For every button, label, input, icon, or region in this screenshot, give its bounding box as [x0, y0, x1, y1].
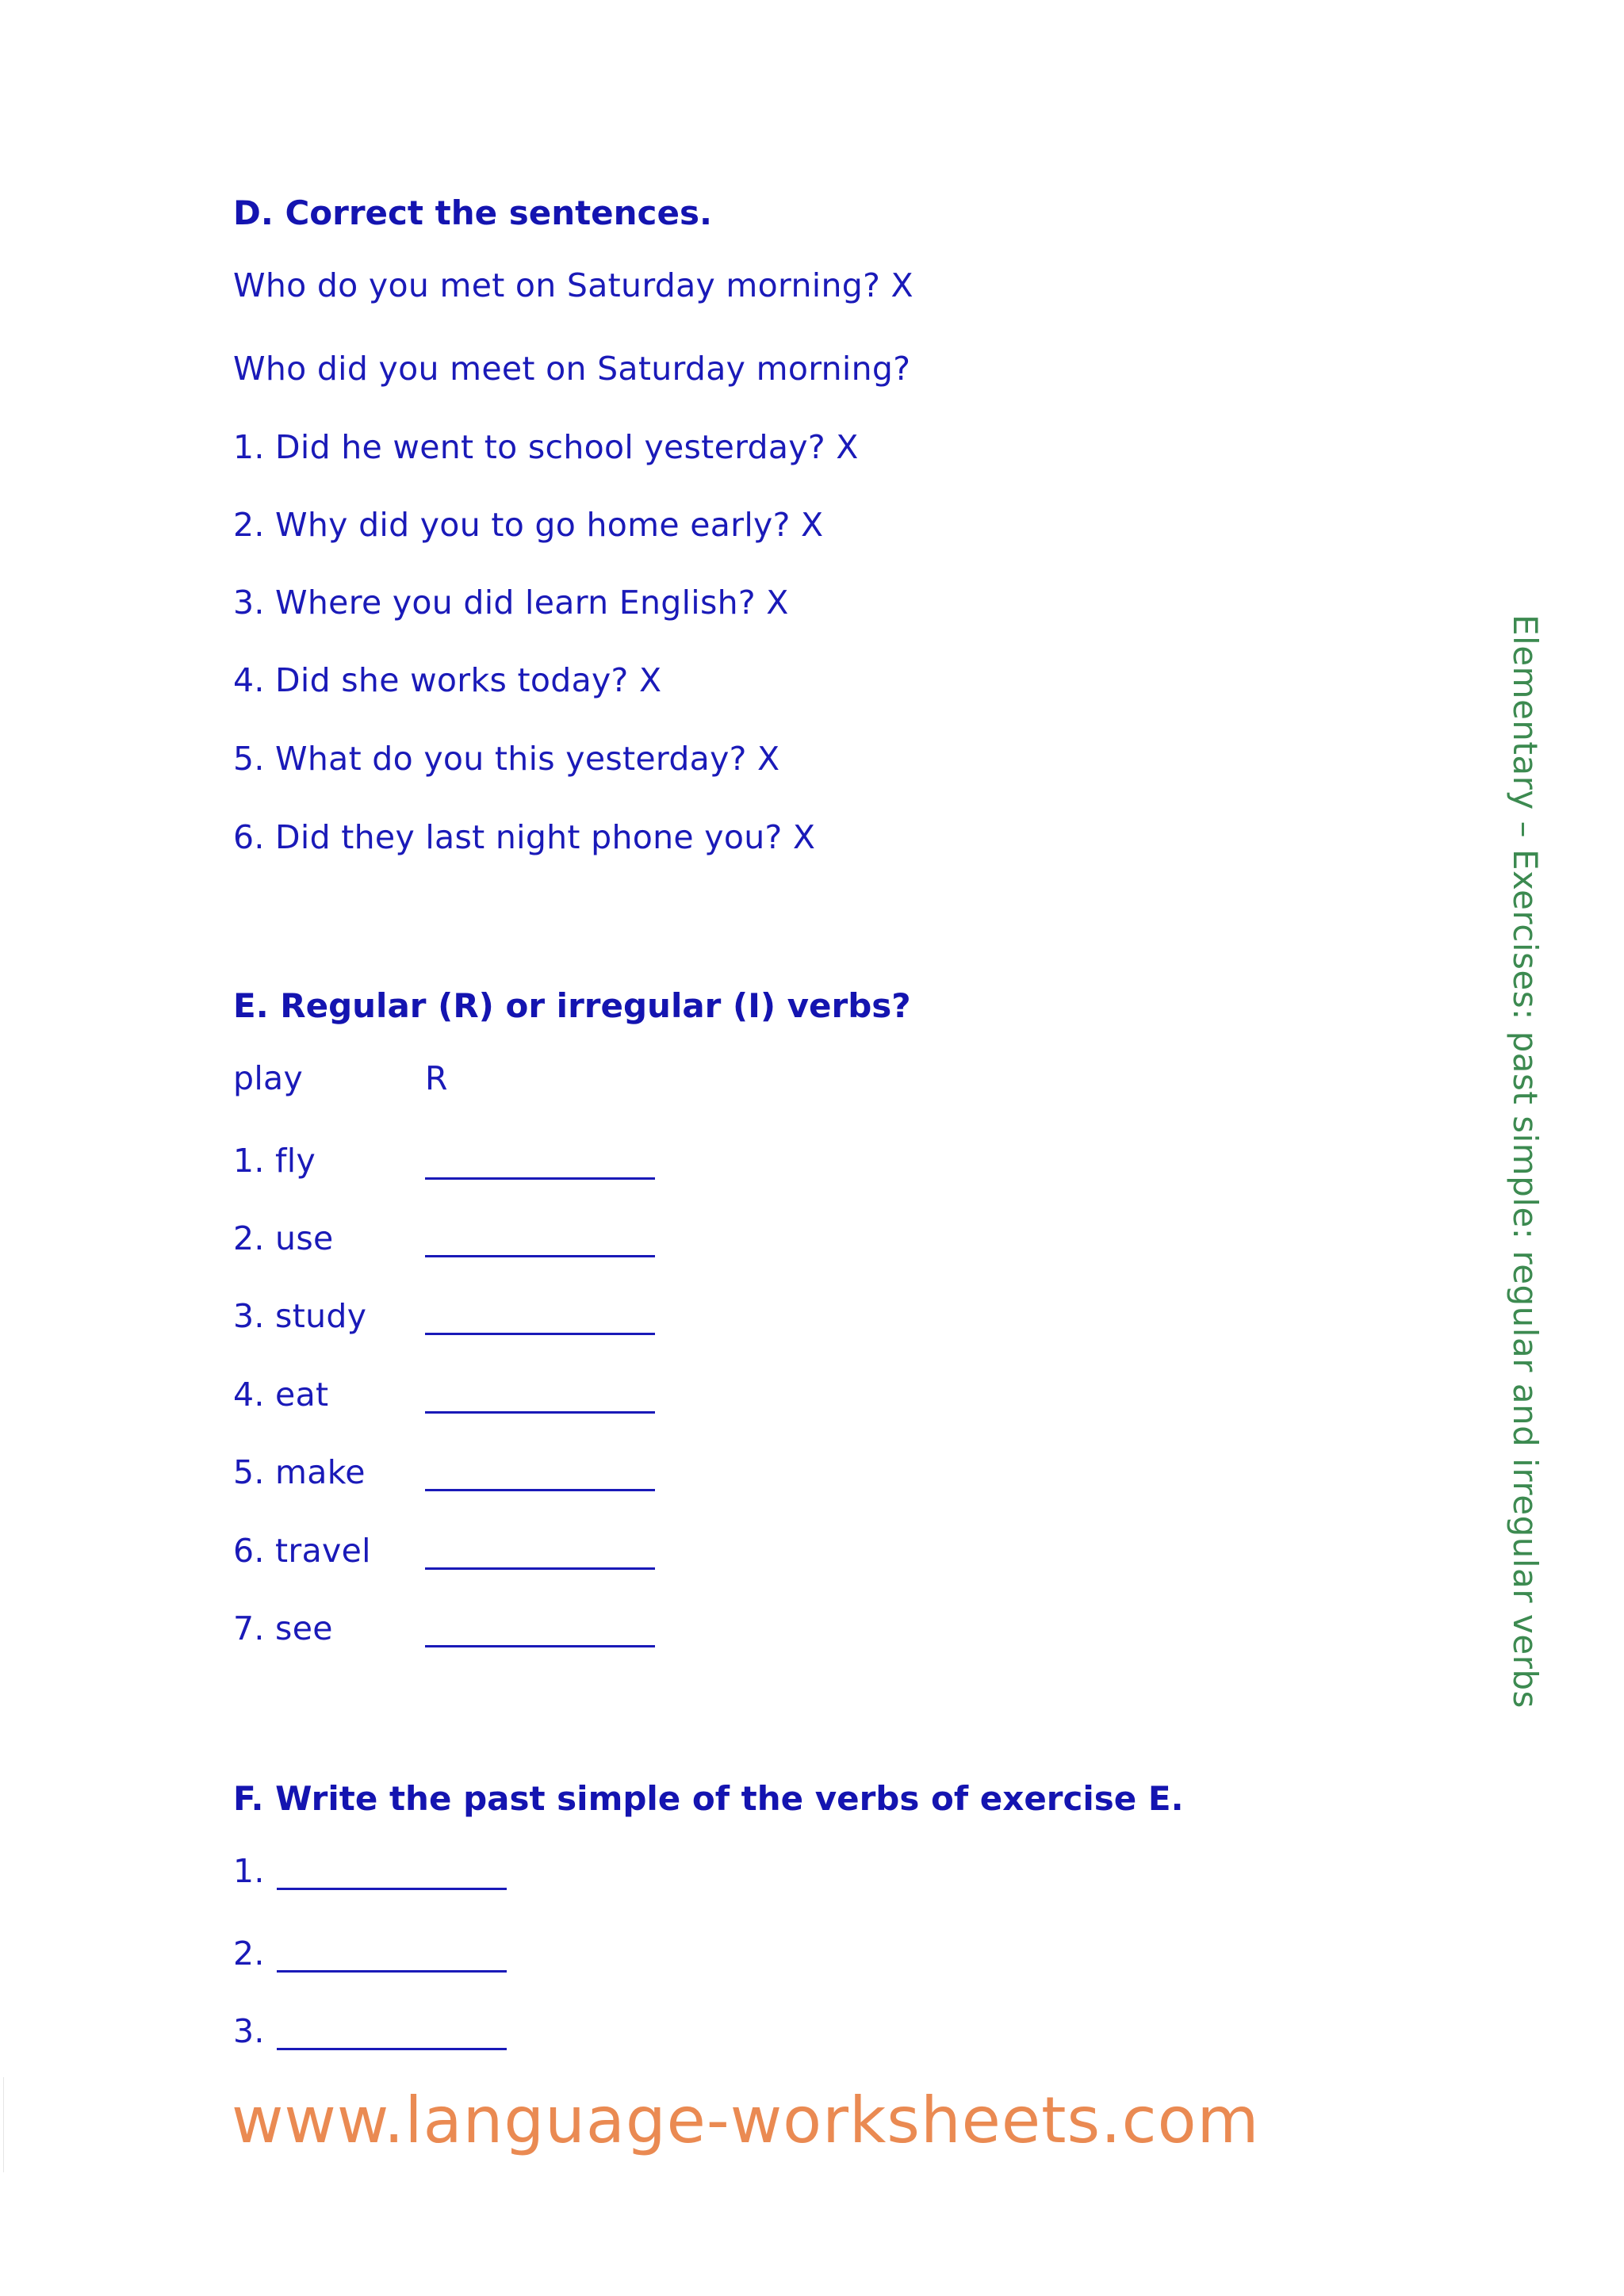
section-e-item-6: 6. travel — [233, 1532, 371, 1570]
section-f-heading: F. Write the past simple of the verbs of exercise E. — [233, 1779, 1184, 1818]
section-f-item-1: 1. — [233, 1852, 265, 1890]
section-d-item-4: 4. Did she works today? X — [233, 661, 662, 699]
section-e-item-7: 7. see — [233, 1609, 333, 1647]
section-d-item-6: 6. Did they last night phone you? X — [233, 818, 816, 856]
section-d-item-1: 1. Did he went to school yesterday? X — [233, 428, 859, 466]
section-e-example-verb: play — [233, 1059, 304, 1097]
section-e-item-4: 4. eat — [233, 1376, 329, 1414]
section-e-answer-blank-1[interactable] — [425, 1177, 655, 1180]
section-d-heading: D. Correct the sentences. — [233, 193, 712, 232]
section-f-answer-blank-3[interactable] — [277, 2048, 507, 2050]
section-e-item-3: 3. study — [233, 1297, 367, 1335]
section-d-example-wrong: Who do you met on Saturday morning? X — [233, 266, 914, 304]
section-f-answer-blank-2[interactable] — [277, 1970, 507, 1973]
scan-edge-line — [3, 2077, 4, 2172]
section-e-answer-blank-2[interactable] — [425, 1255, 655, 1257]
section-e-item-1: 1. fly — [233, 1142, 316, 1180]
side-label: Elementary – Exercises: past simple: regular and irregular verbs — [1506, 614, 1545, 1709]
section-d-item-3: 3. Where you did learn English? X — [233, 584, 789, 622]
section-e-heading: E. Regular (R) or irregular (I) verbs? — [233, 986, 911, 1025]
section-e-answer-blank-4[interactable] — [425, 1411, 655, 1414]
section-f-answer-blank-1[interactable] — [277, 1888, 507, 1890]
section-d-example-right: Who did you meet on Saturday morning? — [233, 350, 911, 388]
section-e-answer-blank-5[interactable] — [425, 1489, 655, 1491]
section-d-item-2: 2. Why did you to go home early? X — [233, 506, 824, 544]
section-e-example-answer: R — [425, 1059, 448, 1097]
section-e-answer-blank-7[interactable] — [425, 1645, 655, 1647]
section-e-item-2: 2. use — [233, 1219, 334, 1257]
section-e-answer-blank-6[interactable] — [425, 1567, 655, 1570]
footer-url[interactable]: www.language-worksheets.com — [232, 2084, 1260, 2157]
section-e-answer-blank-3[interactable] — [425, 1333, 655, 1335]
section-e-item-5: 5. make — [233, 1453, 366, 1491]
section-d-item-5: 5. What do you this yesterday? X — [233, 740, 780, 778]
section-f-item-2: 2. — [233, 1934, 265, 1973]
section-f-item-3: 3. — [233, 2012, 265, 2050]
